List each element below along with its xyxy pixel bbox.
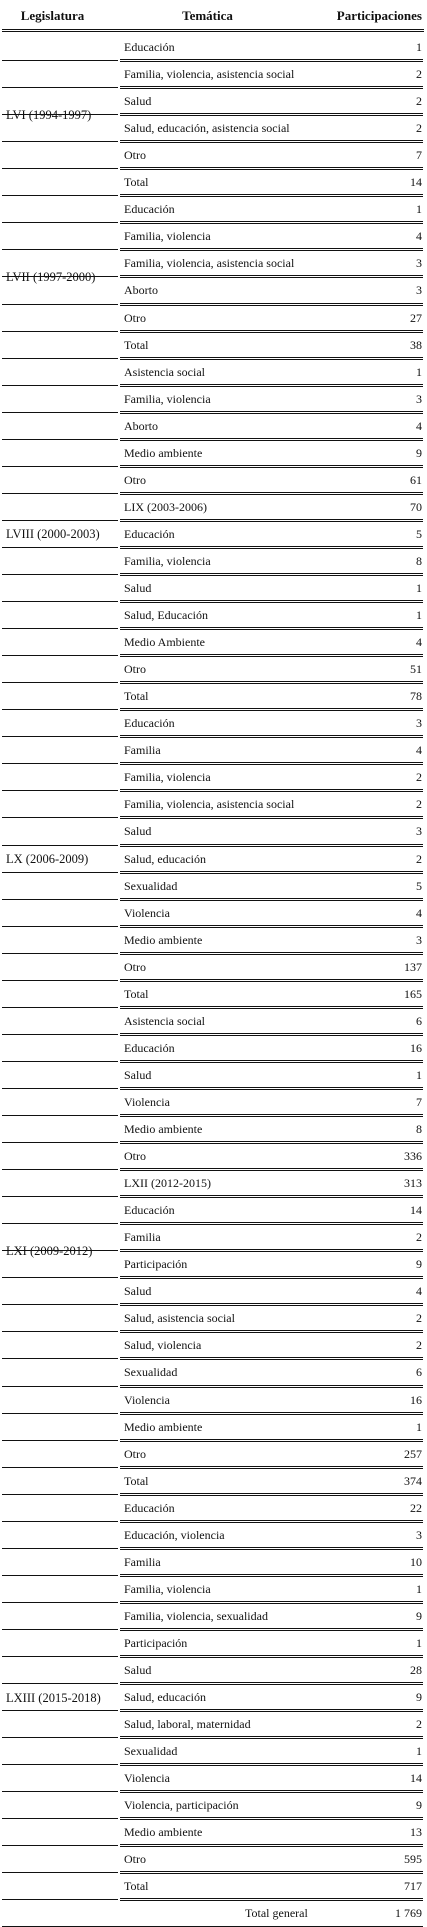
row-rule (120, 898, 423, 901)
row-tematica: Salud (124, 824, 152, 839)
row-rule (120, 600, 423, 603)
first-column-rule (2, 1007, 118, 1008)
first-column-rule (2, 1710, 118, 1711)
row-tematica: Otro (124, 1852, 146, 1867)
first-column-rule (2, 195, 118, 196)
row-rule (120, 1412, 423, 1415)
header-rule (2, 29, 424, 32)
row-tematica: Sexualidad (124, 1744, 178, 1759)
row-participaciones: 3 (416, 256, 422, 271)
grand-total-label: Total general (245, 1906, 308, 1921)
first-column-rule (2, 141, 118, 142)
row-rule (120, 194, 423, 197)
row-rule (120, 789, 423, 792)
row-tematica: Total (124, 175, 149, 190)
row-participaciones: 2 (416, 1717, 422, 1732)
row-tematica: Aborto (124, 283, 158, 298)
row-participaciones: 4 (416, 743, 422, 758)
row-participaciones: 5 (416, 878, 422, 893)
row-rule (120, 519, 423, 522)
row-participaciones: 257 (404, 1446, 422, 1461)
row-participaciones: 13 (410, 1825, 422, 1840)
row-tematica: Participación (124, 1257, 188, 1272)
row-rule (120, 248, 423, 251)
row-rule (120, 465, 423, 468)
row-participaciones: 8 (416, 553, 422, 568)
row-tematica: Educación (124, 1203, 175, 1218)
row-participaciones: 1 (416, 40, 422, 54)
row-tematica: Total (124, 1473, 149, 1488)
row-rule (120, 681, 423, 684)
row-participaciones: 16 (410, 1392, 422, 1407)
row-participaciones: 137 (404, 959, 422, 974)
row-participaciones: 1 (416, 1419, 422, 1434)
first-column-rule (2, 980, 118, 981)
row-participaciones: 7 (416, 1094, 422, 1109)
first-column-rule (2, 1629, 118, 1630)
row-tematica: Medio ambiente (124, 1122, 203, 1136)
row-rule (120, 1817, 423, 1820)
row-rule (120, 1303, 423, 1306)
first-column-rule (2, 817, 118, 818)
row-participaciones: 22 (410, 1500, 422, 1515)
first-column-rule (2, 358, 118, 359)
row-participaciones: 3 (416, 283, 422, 298)
first-column-rule (2, 1872, 118, 1873)
row-rule (120, 1114, 423, 1117)
row-rule (120, 735, 423, 738)
first-column-rule (2, 682, 118, 683)
legislatura-label: LX (2006-2009) (6, 852, 89, 867)
row-rule (120, 654, 423, 657)
first-column-rule (2, 87, 118, 88)
legislatura-label: LXI (2009-2012) (6, 1244, 93, 1259)
row-tematica: Salud, laboral, maternidad (124, 1717, 251, 1732)
row-participaciones: 7 (416, 148, 422, 163)
row-tematica: Asistencia social (124, 1013, 205, 1028)
header-participaciones: Participaciones (336, 8, 422, 23)
row-rule (120, 762, 423, 765)
row-participaciones: 9 (416, 1608, 422, 1623)
first-column-rule (2, 1845, 118, 1846)
row-participaciones: 1 (416, 1635, 422, 1650)
row-participaciones: 9 (416, 1798, 422, 1813)
row-tematica: Familia (124, 743, 161, 758)
table-bottom-rule (2, 1926, 423, 1927)
row-tematica: Educación (124, 1040, 175, 1055)
first-column-rule (2, 1656, 118, 1657)
row-participaciones: 4 (416, 418, 422, 433)
row-tematica: Educación (124, 40, 175, 54)
row-tematica: Familia, violencia, sexualidad (124, 1608, 268, 1623)
row-tematica: Aborto (124, 418, 158, 433)
row-rule (120, 330, 423, 333)
row-tematica: Salud, educación, asistencia social (124, 121, 290, 136)
row-rule (120, 1871, 423, 1874)
first-column-rule (2, 1304, 118, 1305)
row-participaciones: 9 (416, 445, 422, 460)
first-column-rule (2, 1088, 118, 1089)
row-rule (120, 1628, 423, 1631)
row-tematica: Familia, violencia, asistencia social (124, 797, 295, 812)
row-participaciones: 717 (404, 1879, 422, 1894)
row-participaciones: 4 (416, 1284, 422, 1299)
row-tematica: Educación (124, 526, 175, 541)
first-column-rule (2, 60, 118, 61)
first-column-rule (2, 926, 118, 927)
row-participaciones: 3 (416, 1527, 422, 1542)
first-column-rule (2, 899, 118, 900)
row-rule (120, 546, 423, 549)
row-tematica: Violencia, participación (124, 1798, 239, 1813)
row-rule (120, 1682, 423, 1685)
row-rule (120, 1276, 423, 1279)
first-column-rule (2, 574, 118, 575)
first-column-rule (2, 1791, 118, 1792)
row-rule (120, 952, 423, 955)
row-rule (120, 1466, 423, 1469)
row-tematica: Participación (124, 1635, 188, 1650)
row-tematica: Otro (124, 1446, 146, 1461)
first-column-rule (2, 1521, 118, 1522)
row-tematica: Salud (124, 581, 152, 595)
row-participaciones: 51 (410, 662, 422, 677)
row-tematica: Total (124, 337, 149, 352)
first-column-rule (2, 872, 118, 873)
row-rule (120, 221, 423, 224)
row-participaciones: 165 (404, 986, 422, 1001)
row-participaciones: 1 (416, 202, 422, 217)
row-tematica: Asistencia social (124, 364, 205, 379)
first-column-rule (2, 466, 118, 467)
first-column-rule (2, 331, 118, 332)
row-rule (120, 1709, 423, 1712)
row-participaciones: 14 (410, 175, 422, 190)
first-column-rule (2, 1764, 118, 1765)
first-column-rule (2, 1223, 118, 1224)
row-participaciones: 28 (410, 1663, 422, 1677)
first-column-rule (2, 249, 118, 250)
row-rule (120, 303, 423, 306)
row-participaciones: 9 (416, 1690, 422, 1705)
row-rule (120, 1844, 423, 1847)
row-participaciones: 4 (416, 229, 422, 244)
row-rule (120, 1790, 423, 1793)
row-tematica: Otro (124, 310, 146, 325)
row-tematica: LIX (2003-2006) (124, 499, 207, 514)
row-participaciones: 595 (404, 1852, 422, 1867)
row-tematica: Salud, educación (124, 1690, 206, 1705)
row-rule (120, 1033, 423, 1036)
row-tematica: Violencia (124, 1771, 170, 1786)
legislatura-label: LVII (1997-2000) (6, 270, 96, 285)
row-tematica: Violencia (124, 905, 170, 920)
row-rule (120, 871, 423, 874)
row-rule (120, 1060, 423, 1063)
row-tematica: Total (124, 986, 149, 1001)
row-tematica: Salud, educación (124, 851, 206, 866)
row-tematica: Familia, violencia, asistencia social (124, 256, 295, 271)
row-participaciones: 38 (410, 337, 422, 352)
first-column-rule (2, 520, 118, 521)
row-rule (120, 438, 423, 441)
row-rule (120, 1898, 423, 1901)
first-column-rule (2, 1575, 118, 1576)
row-participaciones: 3 (416, 932, 422, 947)
row-tematica: Salud (124, 1663, 152, 1677)
first-column-rule (2, 222, 118, 223)
first-column-rule (2, 1602, 118, 1603)
row-tematica: Total (124, 1879, 149, 1894)
row-rule (120, 411, 423, 414)
row-participaciones: 2 (416, 1338, 422, 1353)
row-rule (120, 86, 423, 89)
first-column-rule (2, 439, 118, 440)
first-column-rule (2, 763, 118, 764)
row-rule (120, 384, 423, 387)
row-tematica: Otro (124, 1149, 146, 1164)
first-column-rule (2, 1196, 118, 1197)
row-participaciones: 3 (416, 716, 422, 731)
row-tematica: Familia, violencia (124, 770, 211, 785)
row-rule (120, 1547, 423, 1550)
row-tematica: Otro (124, 148, 146, 163)
row-participaciones: 1 (416, 608, 422, 623)
row-tematica: Otro (124, 662, 146, 677)
row-participaciones: 61 (410, 472, 422, 487)
row-tematica: LXII (2012-2015) (124, 1176, 211, 1191)
row-tematica: Medio ambiente (124, 445, 203, 460)
row-rule (120, 1087, 423, 1090)
row-participaciones: 3 (416, 391, 422, 406)
row-rule (120, 844, 423, 847)
row-participaciones: 1 (416, 581, 422, 595)
row-tematica: Educación, violencia (124, 1527, 225, 1542)
first-column-rule (2, 628, 118, 629)
row-participaciones: 2 (416, 1311, 422, 1326)
row-participaciones: 10 (410, 1554, 422, 1569)
first-column-rule (2, 412, 118, 413)
row-rule (120, 1655, 423, 1658)
row-rule (120, 357, 423, 360)
first-column-rule (2, 385, 118, 386)
row-rule (120, 1006, 423, 1009)
row-participaciones: 14 (410, 1203, 422, 1218)
row-rule (120, 1168, 423, 1171)
row-participaciones: 14 (410, 1771, 422, 1786)
row-participaciones: 1 (416, 1581, 422, 1596)
first-column-rule (2, 1440, 118, 1441)
row-participaciones: 6 (416, 1365, 422, 1380)
first-column-rule (2, 1061, 118, 1062)
row-tematica: Otro (124, 472, 146, 487)
row-tematica: Familia (124, 1554, 161, 1569)
first-column-rule (2, 1331, 118, 1332)
row-rule (120, 1195, 423, 1198)
legislatura-label: LVI (1994-1997) (6, 108, 92, 123)
row-tematica: Medio ambiente (124, 1419, 203, 1434)
row-tematica: Educación (124, 716, 175, 731)
row-tematica: Medio ambiente (124, 1825, 203, 1840)
row-rule (120, 1763, 423, 1766)
row-participaciones: 4 (416, 635, 422, 650)
row-participaciones: 70 (410, 499, 422, 514)
row-participaciones: 16 (410, 1040, 422, 1055)
first-column-rule (2, 1818, 118, 1819)
row-participaciones: 8 (416, 1122, 422, 1136)
first-column-rule (2, 655, 118, 656)
row-rule (120, 1222, 423, 1225)
row-rule (120, 1439, 423, 1442)
row-tematica: Medio Ambiente (124, 635, 205, 650)
row-rule (120, 816, 423, 819)
first-column-rule (2, 1548, 118, 1549)
row-participaciones: 2 (416, 797, 422, 812)
row-tematica: Familia, violencia (124, 1581, 211, 1596)
row-participaciones: 2 (416, 121, 422, 136)
row-rule (120, 167, 423, 170)
row-tematica: Familia, violencia (124, 553, 211, 568)
first-column-rule (2, 845, 118, 846)
row-tematica: Familia (124, 1230, 161, 1245)
first-column-rule (2, 1142, 118, 1143)
first-column-rule (2, 953, 118, 954)
first-column-rule (2, 1899, 118, 1900)
row-rule (120, 1385, 423, 1388)
row-tematica: Salud (124, 1284, 152, 1299)
row-rule (120, 1141, 423, 1144)
first-column-rule (2, 709, 118, 710)
first-column-rule (2, 1169, 118, 1170)
row-participaciones: 78 (410, 689, 422, 704)
row-tematica: Familia, violencia (124, 229, 211, 244)
row-rule (120, 275, 423, 278)
first-column-rule (2, 304, 118, 305)
first-column-rule (2, 736, 118, 737)
row-rule (120, 1249, 423, 1252)
row-tematica: Sexualidad (124, 878, 178, 893)
row-participaciones: 336 (404, 1149, 422, 1164)
row-rule (120, 113, 423, 116)
row-tematica: Total (124, 689, 149, 704)
row-tematica: Otro (124, 959, 146, 974)
first-column-rule (2, 601, 118, 602)
first-column-rule (2, 168, 118, 169)
row-rule (120, 492, 423, 495)
row-participaciones: 2 (416, 94, 422, 109)
first-column-rule (2, 1413, 118, 1414)
first-column-rule (2, 1494, 118, 1495)
row-tematica: Violencia (124, 1392, 170, 1407)
row-rule (120, 1330, 423, 1333)
row-participaciones: 313 (404, 1176, 422, 1191)
grand-total-value: 1 769 (395, 1906, 422, 1921)
row-tematica: Medio ambiente (124, 932, 203, 947)
row-tematica: Educación (124, 202, 175, 217)
row-rule (120, 979, 423, 982)
row-participaciones: 5 (416, 526, 422, 541)
row-rule (120, 627, 423, 630)
row-participaciones: 2 (416, 770, 422, 785)
first-column-rule (2, 1467, 118, 1468)
row-rule (120, 59, 423, 62)
row-participaciones: 1 (416, 1067, 422, 1082)
row-rule (120, 1357, 423, 1360)
header-tematica: Temática (182, 8, 233, 23)
row-tematica: Salud, violencia (124, 1338, 202, 1353)
first-column-rule (2, 493, 118, 494)
row-participaciones: 2 (416, 1230, 422, 1245)
row-rule (120, 573, 423, 576)
row-rule (120, 1574, 423, 1577)
first-column-rule (2, 1737, 118, 1738)
legislatura-label: LXIII (2015-2018) (6, 1690, 101, 1705)
row-participaciones: 3 (416, 824, 422, 839)
first-column-rule (2, 1277, 118, 1278)
row-tematica: Salud (124, 94, 152, 109)
row-tematica: Salud, asistencia social (124, 1311, 235, 1326)
row-participaciones: 4 (416, 905, 422, 920)
row-rule (120, 708, 423, 711)
row-participaciones: 27 (410, 310, 422, 325)
row-tematica: Familia, violencia, asistencia social (124, 67, 295, 82)
row-rule (120, 1520, 423, 1523)
row-rule (120, 1601, 423, 1604)
row-rule (120, 140, 423, 143)
row-tematica: Familia, violencia (124, 391, 211, 406)
row-participaciones: 2 (416, 67, 422, 82)
header-legislatura: Legislatura (20, 8, 85, 23)
row-participaciones: 374 (404, 1473, 422, 1488)
row-tematica: Violencia (124, 1094, 170, 1109)
row-participaciones: 9 (416, 1257, 422, 1272)
row-rule (120, 1493, 423, 1496)
first-column-rule (2, 790, 118, 791)
row-rule (120, 1736, 423, 1739)
row-rule (120, 925, 423, 928)
first-column-rule (2, 1683, 118, 1684)
row-tematica: Salud, Educación (124, 608, 208, 623)
row-participaciones: 2 (416, 851, 422, 866)
first-column-rule (2, 1034, 118, 1035)
first-column-rule (2, 1358, 118, 1359)
row-tematica: Salud (124, 1067, 152, 1082)
row-participaciones: 6 (416, 1013, 422, 1028)
row-participaciones: 1 (416, 364, 422, 379)
first-column-rule (2, 1115, 118, 1116)
first-column-rule (2, 547, 118, 548)
row-tematica: Sexualidad (124, 1365, 178, 1380)
legislatura-label: LVIII (2000-2003) (6, 527, 100, 542)
row-tematica: Educación (124, 1500, 175, 1515)
row-participaciones: 1 (416, 1744, 422, 1759)
first-column-rule (2, 1386, 118, 1387)
